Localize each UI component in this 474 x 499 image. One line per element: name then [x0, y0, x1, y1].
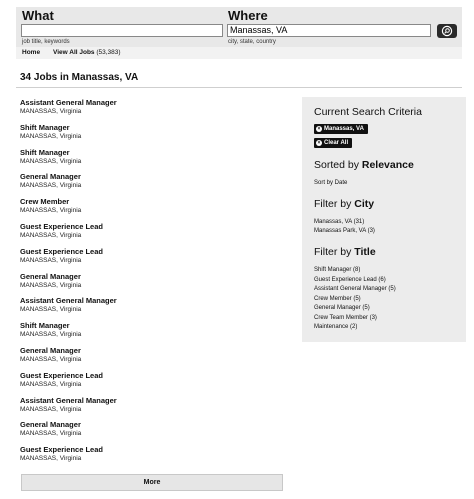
job-listing[interactable]	[20, 272, 81, 290]
sort-heading-value: Relevance	[361, 159, 414, 171]
title-filter-item[interactable]: Assistant General Manager (5)	[314, 286, 396, 292]
job-location: MANASSAS, Virginia	[20, 331, 82, 339]
job-location: MANASSAS, Virginia	[20, 132, 82, 140]
nav-home-link[interactable]: Home	[22, 49, 41, 56]
title-filter-item[interactable]: Crew Member (5)	[314, 296, 361, 302]
job-listing[interactable]	[20, 321, 81, 339]
job-title-link[interactable]: General Manager	[20, 172, 81, 182]
job-title-link[interactable]: Shift Manager	[20, 147, 70, 157]
city-filter-item[interactable]: Manassas Park, VA (3)	[314, 228, 375, 234]
nav-view-all-label: View All Jobs	[53, 49, 95, 56]
what-label: What	[22, 8, 54, 23]
job-listing[interactable]	[20, 346, 81, 364]
job-listing[interactable]	[20, 296, 117, 314]
nav-bar	[16, 47, 462, 59]
job-title-link[interactable]: General Manager	[20, 346, 81, 355]
job-location: MANASSAS, Virginia	[20, 306, 82, 314]
job-listing[interactable]	[20, 445, 103, 463]
job-location: MANASSAS, Virginia	[20, 455, 82, 463]
title-filter-item[interactable]: General Manager (5)	[314, 305, 370, 311]
job-title-link[interactable]: General Manager	[20, 420, 81, 430]
what-hint: job title, keywords	[22, 39, 70, 45]
job-title-link[interactable]: Assistant General Manager	[20, 98, 117, 107]
job-title-link[interactable]: Guest Experience Lead	[20, 246, 103, 256]
job-listing[interactable]	[20, 420, 81, 438]
chip-location[interactable]	[314, 124, 368, 134]
sort-heading	[314, 159, 414, 171]
job-title-link[interactable]: Assistant General Manager	[20, 296, 117, 306]
job-location: MANASSAS, Virginia	[20, 356, 82, 363]
nav-view-all-link[interactable]	[53, 49, 121, 56]
job-title-link[interactable]: Guest Experience Lead	[20, 370, 103, 380]
job-listing[interactable]	[20, 98, 117, 116]
job-title-link[interactable]: Assistant General Manager	[20, 395, 117, 405]
criteria-heading: Current Search Criteria	[314, 106, 422, 118]
sort-heading-prefix: Sorted by	[314, 159, 359, 171]
where-label: Where	[228, 8, 268, 23]
job-title-link[interactable]: Shift Manager	[20, 122, 70, 132]
where-input[interactable]: Manassas, VA	[227, 24, 431, 37]
title-filter-item[interactable]: Shift Manager (8)	[314, 267, 361, 273]
job-location: MANASSAS, Virginia	[20, 256, 82, 264]
what-input[interactable]	[21, 24, 223, 37]
job-listing[interactable]	[20, 396, 117, 414]
title-heading-word: Title	[354, 246, 376, 258]
job-listing[interactable]	[20, 247, 103, 265]
search-icon	[441, 25, 453, 37]
close-icon: ×	[317, 126, 321, 132]
chip-label: Manassas, VA	[324, 126, 364, 132]
job-location: MANASSAS, Virginia	[20, 157, 82, 165]
sidebar	[302, 97, 466, 342]
job-location: MANASSAS, Virginia	[20, 182, 82, 190]
job-listing[interactable]	[20, 148, 81, 166]
city-heading-word: City	[354, 198, 375, 210]
title-filter-item[interactable]: Guest Experience Lead (6)	[314, 277, 386, 283]
job-listing[interactable]	[20, 371, 103, 389]
job-title-link[interactable]: Crew Member	[20, 197, 70, 207]
close-icon: ×	[317, 140, 321, 146]
job-listing[interactable]	[20, 172, 81, 190]
job-title-link[interactable]: Guest Experience Lead	[20, 222, 103, 231]
job-location: MANASSAS, Virginia	[20, 207, 82, 215]
title-filter-item[interactable]: Crew Team Member (3)	[314, 315, 377, 321]
sort-by-date-link[interactable]: Sort by Date	[314, 180, 348, 186]
job-title-link[interactable]: Guest Experience Lead	[20, 445, 103, 455]
page-title: 34 Jobs in Manassas, VA	[20, 72, 139, 83]
job-location: MANASSAS, Virginia	[20, 281, 82, 289]
where-hint: city, state, country	[228, 39, 276, 45]
city-filter-heading	[314, 198, 374, 210]
job-listing[interactable]	[20, 222, 103, 240]
job-listing[interactable]	[20, 123, 81, 141]
job-location: MANASSAS, Virginia	[20, 232, 82, 239]
job-location: MANASSAS, Virginia	[20, 430, 82, 438]
job-title-link[interactable]: General Manager	[20, 271, 81, 281]
divider	[16, 87, 462, 88]
more-button[interactable]: More	[21, 474, 283, 491]
chip-clear-all[interactable]	[314, 138, 352, 148]
title-filter-item[interactable]: Maintenance (2)	[314, 324, 358, 330]
title-filter-heading	[314, 246, 376, 258]
city-heading-prefix: Filter by	[314, 198, 352, 210]
job-listing[interactable]	[20, 197, 81, 215]
search-button[interactable]	[437, 24, 457, 38]
job-location: MANASSAS, Virginia	[20, 380, 82, 388]
title-heading-prefix: Filter by	[314, 246, 352, 258]
city-filter-item[interactable]: Manassas, VA (31)	[314, 219, 365, 225]
nav-view-all-count: (53,383)	[96, 49, 121, 56]
search-panel	[16, 7, 462, 47]
job-title-link[interactable]: Shift Manager	[20, 321, 70, 331]
chip-label: Clear All	[324, 140, 349, 146]
job-location: MANASSAS, Virginia	[20, 405, 82, 413]
job-location: MANASSAS, Virginia	[20, 108, 82, 115]
